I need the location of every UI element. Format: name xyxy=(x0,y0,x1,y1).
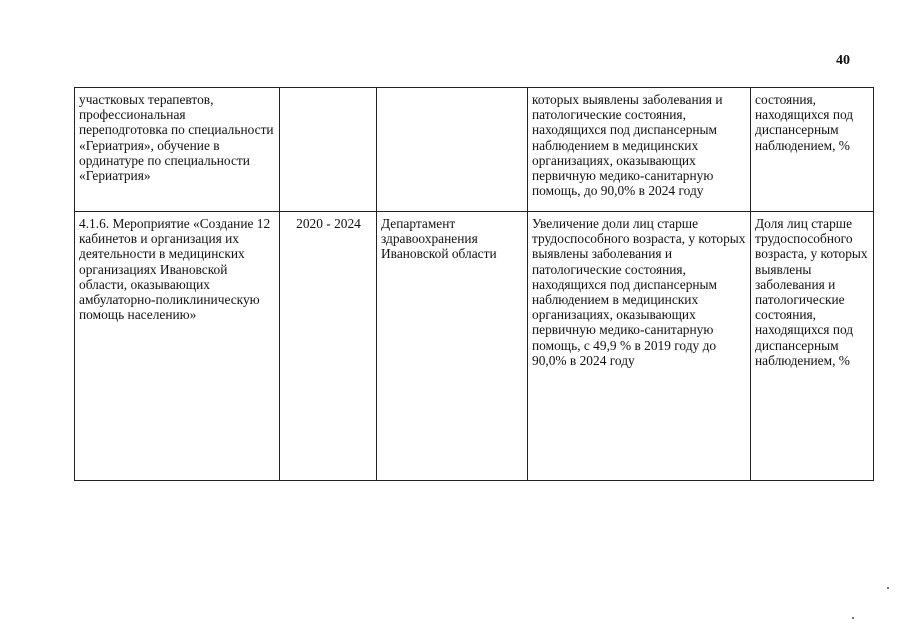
scan-speck xyxy=(852,617,854,619)
scan-speck xyxy=(887,587,889,589)
page-number: 40 xyxy=(836,53,850,68)
executor-text: Департамент здравоохранения Ивановской области xyxy=(381,216,497,262)
period-text: 2020 - 2024 xyxy=(296,216,361,231)
executor-cell xyxy=(377,88,528,212)
result-cell xyxy=(528,212,751,481)
indicator-text: Доля лиц старше трудоспособного возраста, у которых выявлены заболевания и патологические состояния, находящихся под диспансерным наблюдением, % xyxy=(755,216,868,368)
period-cell xyxy=(280,212,377,481)
result-cell xyxy=(528,88,751,212)
period-cell xyxy=(280,88,377,212)
executor-cell xyxy=(377,212,528,481)
event-text: 4.1.6. Мероприятие «Создание 12 кабинетов и организация их деятельности в медицинских организациях Ивановской области, оказывающих амбулаторно-поликлиническую помощь населению» xyxy=(79,216,271,323)
event-cell xyxy=(75,212,280,481)
event-text: участковых терапевтов, профессиональная переподготовка по специальности «Гериатрия», обучение в ординатуре по специальности «Гериатрия» xyxy=(79,92,274,184)
event-cell xyxy=(75,88,280,212)
measures-table xyxy=(74,87,874,481)
table-row xyxy=(75,212,874,481)
indicator-text: состояния, находящихся под диспансерным наблюдением, % xyxy=(755,92,854,153)
result-text: которых выявлены заболевания и патологические состояния, находящихся под диспансерным наблюдением в медицинских организациях, оказывающих первичную медико-санитарную помощь, до 90,0% в 2024 году xyxy=(532,92,723,199)
table-row xyxy=(75,88,874,212)
result-text: Увеличение доли лиц старше трудоспособного возраста, у которых выявлены заболевания и патологические состояния, находящихся под диспансерным наблюдением в медицинских организациях, оказывающих первичную медико-санитарную помощь, с 49,9 % в 2019 году до 90,0% в 2024 году xyxy=(532,216,746,368)
indicator-cell xyxy=(751,212,874,481)
indicator-cell xyxy=(751,88,874,212)
